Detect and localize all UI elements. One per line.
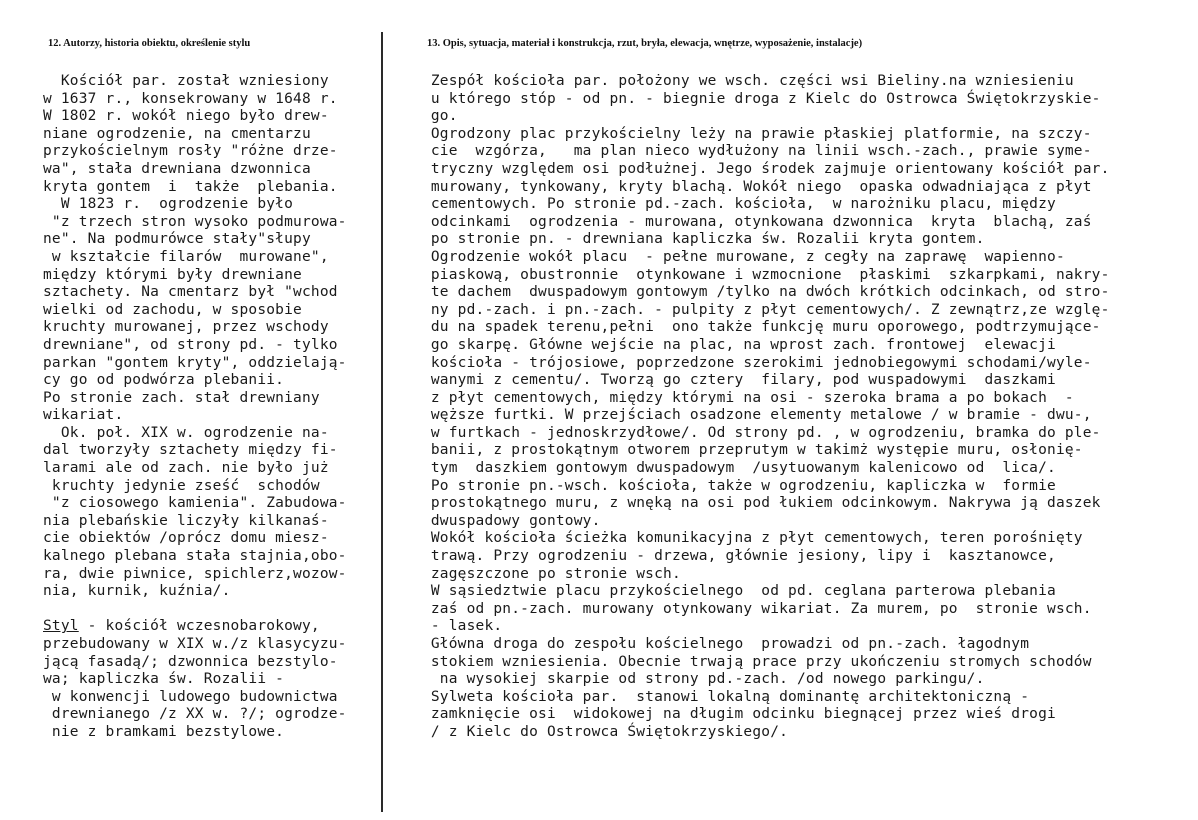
text-line: drewnianego /z XX w. ?/; ogrodze- bbox=[43, 706, 347, 723]
text-line: Kościół par. został wzniesiony bbox=[43, 73, 329, 89]
text-line: stokiem wzniesienia. Obecnie trwają prace przy ukończeniu stromych schodów bbox=[413, 653, 1092, 670]
text-line: du na spadek terenu,pełni ono także funkcję muru oporowego, podtrzymujące- bbox=[413, 319, 1101, 336]
text-line: niane ogrodzenie, na cmentarzu bbox=[43, 125, 311, 142]
style-section bbox=[43, 618, 378, 741]
text-line: parkan "gontem kryty", oddzielają- bbox=[43, 354, 347, 371]
text-line: Ogrodzenie wokół placu - pełne murowane, z cegły na zaprawę wapienno- bbox=[413, 248, 1065, 265]
description-column bbox=[413, 73, 1173, 742]
text-line: z płyt cementowych, między którymi na osi - szeroka brama a po bokach - bbox=[413, 389, 1074, 406]
text-line: go skarpę. Główne wejście na plac, na wprost zach. frontowej elewacji bbox=[413, 336, 1056, 353]
paragraph-gap bbox=[43, 601, 378, 619]
text-line: kalnego plebana stała stajnia,obo- bbox=[43, 548, 347, 565]
text-line: cy go od podwórza plebanii. bbox=[43, 372, 285, 389]
style-label: Styl bbox=[43, 618, 79, 635]
text-line: prostokątnego muru, z wnęką na osi pod łukiem odcinkowym. Nakrywa ją daszek bbox=[413, 495, 1101, 512]
text-line: dal tworzyły sztachety między fi- bbox=[43, 442, 338, 459]
text-line: - lasek. bbox=[413, 618, 503, 635]
text-line: kryta gontem i także plebania. bbox=[43, 178, 338, 195]
text-line: na wysokiej skarpie od strony pd.-zach. /od nowego parkingu/. bbox=[413, 671, 985, 688]
text-line: w 1637 r., konsekrowany w 1648 r. bbox=[43, 90, 338, 107]
text-line: kościoła - trójosiowe, poprzedzone szerokimi jednobiegowymi schodami/wyle- bbox=[413, 354, 1092, 371]
text-line: zamknięcie osi widokowej na długim odcinku biegnącej przez wieś drogi bbox=[413, 706, 1056, 723]
history-text bbox=[43, 73, 378, 601]
text-line: zaś od pn.-zach. murowany otynkowany wikariat. Za murem, po stronie wsch. bbox=[413, 600, 1092, 617]
text-line: nie z bramkami bezstylowe. bbox=[43, 723, 285, 740]
text-line: między którymi były drewniane bbox=[43, 266, 302, 283]
text-line: banii, z prostokątnym otworem przeprutym w takimż występie muru, osłonię- bbox=[413, 442, 1083, 459]
text-line: wanymi z cementu/. Tworzą go cztery filary, pod wuspadowymi daszkami bbox=[413, 372, 1056, 389]
text-line: tym daszkiem gontowym dwuspadowym /usytuowanym kalenicowo od lica/. bbox=[413, 460, 1056, 477]
text-line: wa", stała drewniana dzwonnica bbox=[43, 160, 311, 177]
text-line: ne". Na podmurówce stały"słupy bbox=[43, 231, 311, 248]
style-line-text: - kościół wczesnobarokowy, bbox=[78, 618, 320, 635]
text-line: nia plebańskie liczyły kilkanaś- bbox=[43, 512, 329, 529]
text-line: cie wzgórza, ma plan nieco wydłużony na linii wsch.-zach., prawie syme- bbox=[413, 143, 1092, 160]
text-line: dwuspadowy gontowy. bbox=[413, 512, 601, 529]
text-line: tryczny względem osi podłużnej. Jego środek zajmuje orientowany kościół par. bbox=[413, 160, 1110, 177]
text-line: W sąsiedztwie placu przykościelnego od pd. ceglana parterowa plebania bbox=[413, 583, 1056, 600]
text-line: cie obiektów /oprócz domu miesz- bbox=[43, 530, 329, 547]
text-line: larami ale od zach. nie było już bbox=[43, 460, 329, 477]
text-line: Po stronie zach. stał drewniany bbox=[43, 389, 320, 406]
text-line: węższe furtki. W przejściach osadzone elementy metalowe / w bramie - dwu-, bbox=[413, 407, 1092, 424]
text-line: odcinkami ogrodzenia - murowana, otynkowana dzwonnica kryta blachą, zaś bbox=[413, 213, 1092, 230]
text-line: wikariat. bbox=[43, 407, 124, 424]
text-line: cementowych. Po stronie pd.-zach. kościoła, w narożniku placu, między bbox=[413, 196, 1056, 213]
text-line: ra, dwie piwnice, spichlerz,wozow- bbox=[43, 565, 347, 582]
text-line: Zespół kościoła par. położony we wsch. części wsi Bieliny.na wzniesieniu bbox=[413, 73, 1074, 89]
text-line: W 1802 r. wokół niego było drew- bbox=[43, 108, 329, 125]
text-line: "z ciosowego kamienia". Zabudowa- bbox=[43, 495, 347, 512]
text-line: go. bbox=[413, 108, 458, 125]
text-line: Sylweta kościoła par. stanowi lokalną dominantę architektoniczną - bbox=[413, 688, 1030, 705]
text-line: kruchty jedynie zseść schodów bbox=[43, 477, 320, 494]
text-line: po stronie pn. - drewniana kapliczka św. Rozalii kryta gontem. bbox=[413, 231, 985, 248]
text-line: nia, kurnik, kuźnia/. bbox=[43, 583, 231, 600]
text-line: wa; kapliczka św. Rozalii - bbox=[43, 671, 285, 688]
history-column bbox=[43, 73, 378, 742]
column-divider bbox=[381, 32, 383, 812]
text-line: trawą. Przy ogrodzeniu - drzewa, głównie jesiony, lipy i kasztanowce, bbox=[413, 548, 1056, 565]
text-line: piaskową, obustronnie otynkowane i wzmocnione płaskimi szkarpkami, nakry- bbox=[413, 266, 1110, 283]
text-line: zagęszczone po stronie wsch. bbox=[413, 565, 681, 582]
description-text bbox=[413, 73, 1173, 742]
text-line: Główna droga do zespołu kościelnego prowadzi od pn.-zach. łagodnym bbox=[413, 636, 1030, 652]
text-line: Ok. poł. XIX w. ogrodzenie na- bbox=[43, 424, 329, 441]
text-line: kruchty murowanej, przez wschody bbox=[43, 319, 329, 336]
text-line: w furtkach - jednoskrzydłowe/. Od strony pd. , w ogrodzeniu, bramka do ple- bbox=[413, 424, 1101, 441]
text-line: w konwencji ludowego budownictwa bbox=[43, 688, 338, 705]
text-line: Ogrodzony plac przykościelny leży na prawie płaskiej platformie, na szczy- bbox=[413, 125, 1092, 142]
text-line: / z Kielc do Ostrowca Świętokrzyskiego/. bbox=[413, 723, 789, 740]
style-line bbox=[43, 618, 378, 636]
text-line: "z trzech stron wysoko podmurowa- bbox=[43, 213, 347, 230]
text-line: ny pd.-zach. i pn.-zach. - pulpity z płyt cementowych/. Z zewnątrz,ze wzglę- bbox=[413, 301, 1110, 318]
text-line: te dachem dwuspadowym gontowym /tylko na dwóch krótkich odcinkach, od stro- bbox=[413, 284, 1110, 301]
text-line: jącą fasadą/; dzwonnica bezstylo- bbox=[43, 653, 338, 670]
text-line: W 1823 r. ogrodzenie było bbox=[43, 196, 294, 213]
text-line: drewniane", od strony pd. - tylko bbox=[43, 336, 338, 353]
text-line: przykościelnym rosły "różne drze- bbox=[43, 143, 338, 160]
text-line: przebudowany w XIX w./z klasycyzu- bbox=[43, 636, 347, 652]
text-line: murowany, tynkowany, kryty blachą. Wokół niego opaska odwadniająca z płyt bbox=[413, 178, 1092, 195]
text-line: wielki od zachodu, w sposobie bbox=[43, 301, 302, 318]
text-line: Wokół kościoła ścieżka komunikacyjna z płyt cementowych, teren porośnięty bbox=[413, 530, 1083, 547]
text-line: Po stronie pn.-wsch. kościoła, także w ogrodzeniu, kapliczka w formie bbox=[413, 477, 1056, 494]
text-line: w kształcie filarów murowane", bbox=[43, 248, 329, 265]
left-column-heading: 12. Autorzy, historia obiektu, określenie stylu bbox=[48, 38, 251, 49]
right-column-heading: 13. Opis, sytuacja, materiał i konstrukcja, rzut, bryła, elewacja, wnętrze, wyposażenie, instalacje) bbox=[427, 38, 863, 49]
text-line: sztachety. Na cmentarz był "wchod bbox=[43, 284, 338, 301]
text-line: u którego stóp - od pn. - biegnie droga z Kielc do Ostrowca Świętokrzyskie- bbox=[413, 90, 1101, 107]
